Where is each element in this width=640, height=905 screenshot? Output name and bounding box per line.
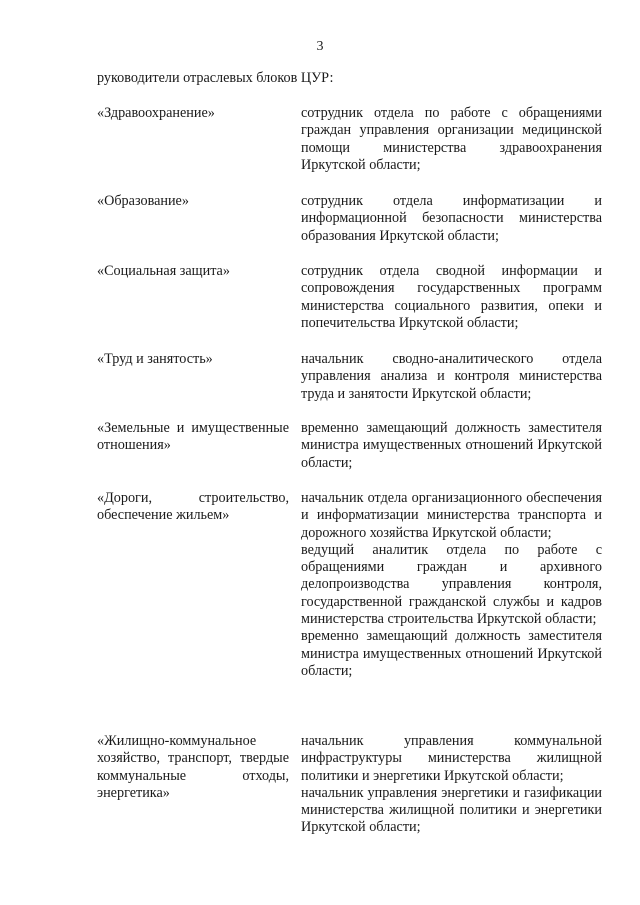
sector-row-land (97, 420, 602, 472)
sector-persons (301, 263, 602, 332)
person-entry: начальник сводно-аналитического отдела управления анализа и контроля министерства труда и занятости Иркутской области; (301, 351, 602, 402)
sector-name: «Труд и занятость» (97, 351, 213, 367)
person-entry: сотрудник отдела по работе с обращениями граждан управления организации медицинской помощи министерства здравоохранения Иркутской области; (301, 105, 602, 173)
sector-name: «Здравоохранение» (97, 105, 215, 121)
person-entry: сотрудник отдела сводной информации и сопровождения государственных программ министерства социального развития, опеки и попечительства Иркутской области; (301, 263, 602, 331)
sector-row-social (97, 263, 602, 332)
sector-name: «Жилищно-коммунальное хозяйство, транспорт, твердые коммунальные отходы, энергетика» (97, 733, 289, 801)
sector-row-roads (97, 490, 602, 680)
sector-row-labour (97, 351, 602, 403)
person-entry: сотрудник отдела информатизации и информационной безопасности министерства образования Иркутской области; (301, 193, 602, 244)
sector-persons (301, 490, 602, 680)
sector-persons (301, 420, 602, 472)
page-number: 3 (316, 39, 324, 54)
intro-line: руководители отраслевых блоков ЦУР: (97, 70, 334, 86)
person-entry: начальник управления коммунальной инфраструктуры министерства жилищной политики и энергетики Иркутской области; (301, 733, 602, 784)
sector-row-education (97, 193, 602, 245)
sector-persons (301, 351, 602, 403)
person-entry: начальник управления энергетики и газификации министерства жилищной политики и энергетики Иркутской области; (301, 784, 602, 836)
sector-persons (301, 193, 602, 245)
sector-name: «Образование» (97, 193, 189, 209)
sector-name: «Дороги, строительство, обеспечение жильем» (97, 490, 289, 524)
sector-row-health (97, 105, 602, 174)
sector-persons (301, 733, 602, 837)
person-entry: начальник отдела организационного обеспечения и информатизации министерства транспорта и дорожного хозяйства Иркутской области; (301, 490, 602, 541)
person-entry: ведущий аналитик отдела по работе с обращениями граждан и архивного делопроизводства управления контроля, государственной гражданской службы и кадров министерства строительства Иркутской области; (301, 541, 602, 628)
sector-row-housing (97, 733, 602, 837)
sector-name: «Земельные и имущественные отношения» (97, 420, 289, 454)
sector-persons (301, 105, 602, 174)
sector-name: «Социальная защита» (97, 263, 230, 279)
person-entry: временно замещающий должность заместителя министра имущественных отношений Иркутской области; (301, 420, 602, 471)
person-entry: временно замещающий должность заместителя министра имущественных отношений Иркутской области; (301, 628, 602, 679)
